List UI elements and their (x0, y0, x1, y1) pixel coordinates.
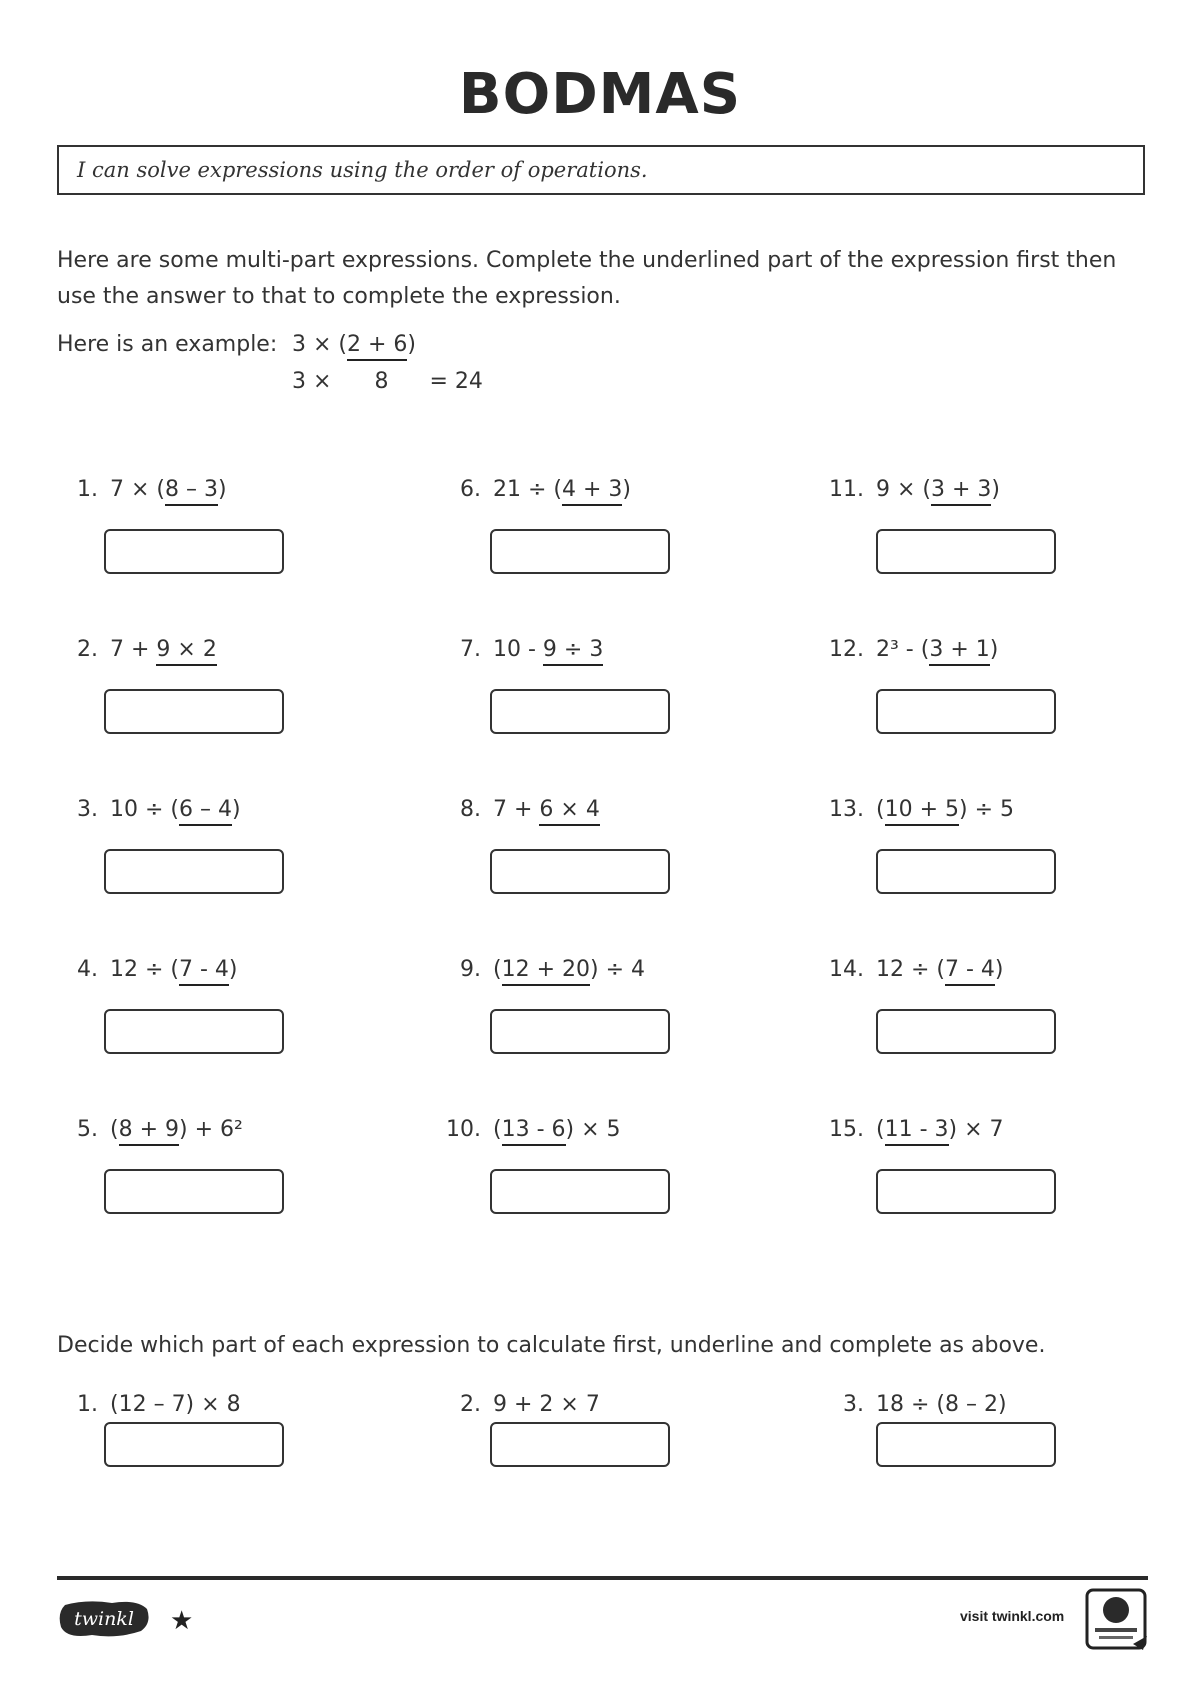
problem-number: 8. (460, 797, 481, 822)
problem-number: 1. (77, 477, 98, 502)
expr-pre: 12 ÷ ( (110, 957, 179, 982)
problem-number: 14. (829, 957, 864, 982)
answer-box-4[interactable] (104, 1009, 284, 1054)
problem-number: 6. (460, 477, 481, 502)
example-label: Here is an example: (57, 332, 278, 357)
extra-expression: 9 + 2 × 7 (493, 1392, 600, 1417)
problem-6 (445, 477, 631, 502)
expr-post: ) ÷ 4 (590, 957, 646, 982)
expr-post: ) (217, 477, 227, 502)
extra-expression: (12 – 7) × 8 (110, 1392, 241, 1417)
expr-post: ) (994, 957, 1004, 982)
extra-problem-2 (445, 1392, 600, 1417)
expr-underlined: 6 × 4 (539, 797, 599, 826)
second-instructions: Decide which part of each expression to calculate first, underline and complete as above. (57, 1333, 1046, 1358)
problem-number: 2. (460, 1392, 481, 1417)
problem-1 (62, 477, 227, 502)
problem-number: 3. (843, 1392, 864, 1417)
example-pre: 3 × ( (292, 332, 347, 357)
expr-pre: 7 + (493, 797, 540, 822)
logo-text: twinkl (74, 1608, 134, 1630)
answer-box-6[interactable] (490, 529, 670, 574)
answer-box-13[interactable] (876, 849, 1056, 894)
expr-pre: 7 + (110, 637, 157, 662)
expr-underlined: 8 + 9 (119, 1117, 179, 1146)
extra-answer-box-1[interactable] (104, 1422, 284, 1467)
answer-box-8[interactable] (490, 849, 670, 894)
problem-14 (828, 957, 1004, 982)
extra-answer-box-3[interactable] (876, 1422, 1056, 1467)
problem-3 (62, 797, 241, 822)
expr-pre: 2³ - ( (876, 637, 930, 662)
problem-10 (445, 1117, 621, 1142)
expr-underlined: 12 + 20 (502, 957, 590, 986)
expr-underlined: 3 + 1 (929, 637, 989, 666)
answer-box-9[interactable] (490, 1009, 670, 1054)
answer-box-3[interactable] (104, 849, 284, 894)
problem-9 (445, 957, 645, 982)
expr-post: ) + 6² (179, 1117, 243, 1142)
problem-15 (828, 1117, 1004, 1142)
learning-objective: I can solve expressions using the order of operations. (57, 145, 1145, 195)
problem-number: 12. (829, 637, 864, 662)
twinkl-logo (57, 1597, 152, 1639)
expr-pre: ( (110, 1117, 119, 1142)
expr-pre: 21 ÷ ( (493, 477, 562, 502)
expr-post: ) (231, 797, 241, 822)
expr-pre: ( (493, 1117, 502, 1142)
expr-post: ) (991, 477, 1001, 502)
problem-number: 11. (829, 477, 864, 502)
problem-number: 13. (829, 797, 864, 822)
problem-8 (445, 797, 600, 822)
answer-box-10[interactable] (490, 1169, 670, 1214)
problem-number: 15. (829, 1117, 864, 1142)
extra-expression: 18 ÷ (8 – 2) (876, 1392, 1007, 1417)
expr-post: ) ÷ 5 (959, 797, 1015, 822)
problem-number: 2. (77, 637, 98, 662)
expr-post: ) × 7 (948, 1117, 1004, 1142)
expr-underlined: 7 - 4 (179, 957, 229, 986)
expr-post: ) (228, 957, 238, 982)
expr-pre: ( (876, 1117, 885, 1142)
expr-underlined: 9 × 2 (156, 637, 216, 666)
answer-box-14[interactable] (876, 1009, 1056, 1054)
example-working (292, 369, 483, 394)
expr-underlined: 4 + 3 (562, 477, 622, 506)
expr-underlined: 8 – 3 (165, 477, 218, 506)
extra-problem-1 (62, 1392, 241, 1417)
problem-12 (828, 637, 998, 662)
visit-link[interactable]: visit twinkl.com (960, 1608, 1065, 1624)
problem-11 (828, 477, 1000, 502)
expr-underlined: 6 – 4 (179, 797, 232, 826)
expr-underlined: 11 - 3 (885, 1117, 949, 1146)
expr-pre: 10 - (493, 637, 543, 662)
expr-underlined: 10 + 5 (885, 797, 959, 826)
expr-pre: ( (493, 957, 502, 982)
problem-7 (445, 637, 603, 662)
answer-box-5[interactable] (104, 1169, 284, 1214)
problem-number: 9. (460, 957, 481, 982)
expr-post: ) (989, 637, 999, 662)
problem-number: 10. (446, 1117, 481, 1142)
problem-number: 5. (77, 1117, 98, 1142)
instructions: Here are some multi-part expressions. Complete the underlined part of the expression first then use the answer to that to complete the expression. (57, 248, 1117, 309)
expr-pre: ( (876, 797, 885, 822)
answer-box-2[interactable] (104, 689, 284, 734)
problem-number: 7. (460, 637, 481, 662)
answer-box-1[interactable] (104, 529, 284, 574)
expr-post: ) (622, 477, 632, 502)
example-post: ) (407, 332, 417, 357)
star-icon: ★ (170, 1606, 194, 1636)
problem-number: 1. (77, 1392, 98, 1417)
extra-answer-box-2[interactable] (490, 1422, 670, 1467)
example-underlined: 2 + 6 (347, 332, 407, 361)
expr-pre: 7 × ( (110, 477, 165, 502)
expr-underlined: 3 + 3 (931, 477, 991, 506)
example-step-a: 3 × (292, 369, 332, 394)
problem-13 (828, 797, 1014, 822)
page-title: BODMAS (458, 62, 742, 127)
expr-underlined: 7 - 4 (945, 957, 995, 986)
expr-post: ) × 5 (565, 1117, 621, 1142)
problem-2 (62, 637, 217, 662)
answer-box-11[interactable] (876, 529, 1056, 574)
example-step-b: 8 (374, 369, 389, 394)
expr-pre: 10 ÷ ( (110, 797, 179, 822)
quality-standard-badge (1085, 1588, 1151, 1654)
problem-5 (62, 1117, 243, 1142)
example-step-c: = 24 (429, 369, 483, 394)
answer-box-15[interactable] (876, 1169, 1056, 1214)
expr-underlined: 9 ÷ 3 (543, 637, 603, 666)
answer-box-7[interactable] (490, 689, 670, 734)
answer-box-12[interactable] (876, 689, 1056, 734)
problem-number: 3. (77, 797, 98, 822)
problem-4 (62, 957, 238, 982)
extra-problem-3 (828, 1392, 1007, 1417)
footer-divider (57, 1576, 1148, 1580)
example-expression (292, 332, 416, 357)
expr-underlined: 13 - 6 (502, 1117, 566, 1146)
expr-pre: 12 ÷ ( (876, 957, 945, 982)
expr-pre: 9 × ( (876, 477, 931, 502)
problem-number: 4. (77, 957, 98, 982)
